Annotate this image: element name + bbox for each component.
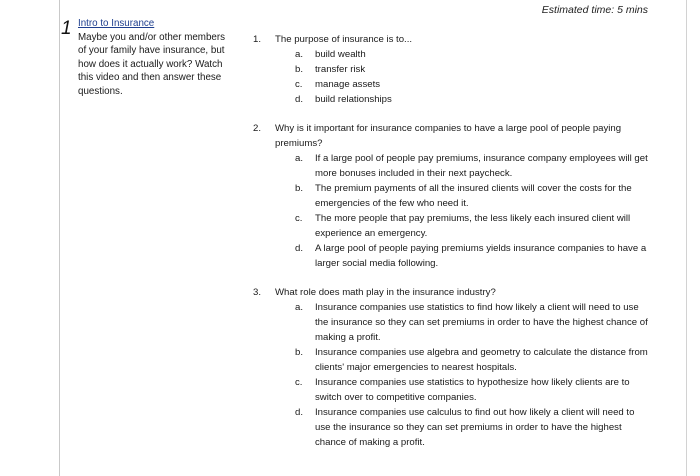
question-2	[253, 121, 651, 271]
option-text: build relationships	[315, 94, 392, 105]
answer-options	[275, 151, 651, 271]
option-letter: d.	[295, 243, 304, 254]
answer-option[interactable]	[295, 405, 651, 450]
option-letter: c.	[295, 213, 303, 224]
option-text: A large pool of people paying premiums yields insurance companies to have a larger social media following.	[315, 243, 647, 269]
question-text: Why is it important for insurance companies to have a large pool of people paying premiums?	[275, 123, 622, 149]
option-letter: b.	[295, 347, 304, 358]
option-text: build wealth	[315, 49, 366, 60]
option-text: The more people that pay premiums, the less likely each insured client will experience an emergency.	[315, 213, 631, 239]
answer-option[interactable]	[295, 181, 651, 211]
option-text: transfer risk	[315, 64, 366, 75]
option-letter: d.	[295, 407, 304, 418]
option-letter: a.	[295, 302, 304, 313]
option-letter: b.	[295, 64, 304, 75]
option-text: Insurance companies use statistics to find how likely a client will need to use the insurance so they can set premiums in order to have the highest chance of making a profit.	[315, 302, 648, 343]
page-frame-right-border	[686, 0, 687, 476]
question-3	[253, 285, 651, 450]
answer-option[interactable]	[295, 345, 651, 375]
question-text: What role does math play in the insurance industry?	[275, 287, 496, 298]
intro-text: Maybe you and/or other members of your family have insurance, but how does it actually work? Watch this video and then answer these questions.	[78, 31, 226, 97]
question-1	[253, 32, 651, 107]
answer-option[interactable]	[295, 151, 651, 181]
option-text: Insurance companies use algebra and geometry to calculate the distance from clients' major emergencies to nearest hospitals.	[315, 347, 648, 373]
answer-option[interactable]	[295, 375, 651, 405]
answer-option[interactable]	[295, 62, 651, 77]
option-letter: c.	[295, 377, 303, 388]
option-letter: b.	[295, 183, 304, 194]
question-list	[253, 32, 651, 450]
option-text: The premium payments of all the insured clients will cover the costs for the emergencies of the few who need it.	[315, 183, 632, 209]
option-text: If a large pool of people pay premiums, insurance company employees will get more bonuses included in their next paycheck.	[315, 153, 648, 179]
answer-options	[275, 47, 651, 107]
question-number: 3.	[253, 287, 262, 298]
answer-option[interactable]	[295, 300, 651, 345]
answer-option[interactable]	[295, 241, 651, 271]
estimated-time: Estimated time: 5 mins	[541, 4, 648, 16]
intro-block	[78, 17, 228, 98]
answer-option[interactable]	[295, 211, 651, 241]
question-number: 2.	[253, 123, 262, 134]
page-frame-left-border	[59, 0, 60, 476]
option-letter: c.	[295, 79, 303, 90]
option-text: manage assets	[315, 79, 381, 90]
option-text: Insurance companies use statistics to hypothesize how likely clients are to switch over to competitive companies.	[315, 377, 630, 403]
answer-option[interactable]	[295, 47, 651, 62]
answer-options	[275, 300, 651, 450]
answer-option[interactable]	[295, 92, 651, 107]
option-text: Insurance companies use calculus to find out how likely a client will need to use the insurance so they can set premiums in order to have the highest chance of making a profit.	[315, 407, 635, 448]
intro-to-insurance-link[interactable]: Intro to Insurance	[78, 18, 155, 29]
option-letter: a.	[295, 153, 304, 164]
option-letter: a.	[295, 49, 304, 60]
question-text: The purpose of insurance is to...	[275, 34, 413, 45]
section-number: 1	[61, 18, 72, 39]
question-number: 1.	[253, 34, 262, 45]
option-letter: d.	[295, 94, 304, 105]
answer-option[interactable]	[295, 77, 651, 92]
